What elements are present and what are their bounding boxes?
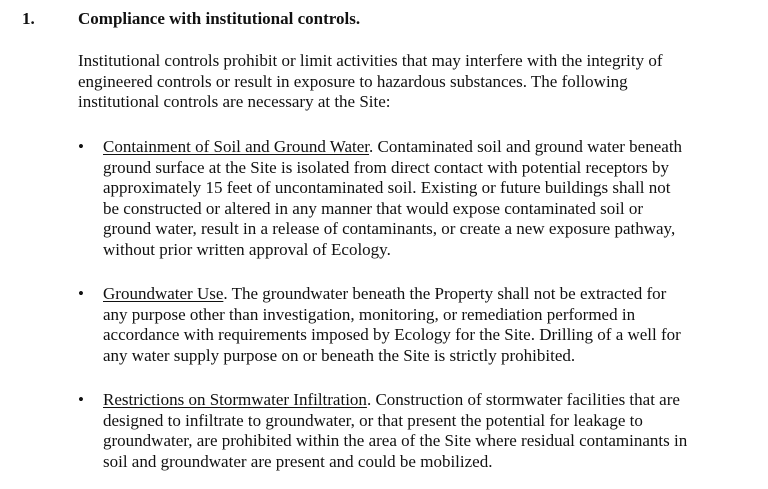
bullet-line: accordance with requirements imposed by Ecology for the Site. Drilling of a well for — [103, 325, 681, 344]
bullet-line: any purpose other than investigation, monitoring, or remediation performed in — [103, 304, 636, 324]
bullet-icon: • — [78, 137, 84, 156]
bullet-line: approximately 15 feet of uncontaminated soil. Existing or future buildings shall not — [103, 178, 671, 197]
bullet-text — [103, 137, 758, 260]
bullet-title: Restrictions on Stormwater Infiltration — [103, 390, 367, 409]
bullet-text — [103, 390, 758, 472]
bullet-first-line-rest: . Construction of stormwater facilities that are — [366, 390, 680, 409]
bullet-line: groundwater, are prohibited within the area of the Site where residual contaminants in — [103, 431, 688, 450]
bullet-line: ground water, result in a release of contaminants, or create a new exposure pathway, — [103, 219, 676, 238]
section-title: Compliance with institutional controls. — [78, 9, 361, 28]
bullet-title: Containment of Soil and Ground Water — [103, 137, 370, 156]
bullet-first-line-rest: . Contaminated soil and ground water beneath — [369, 137, 683, 156]
bullet-line: designed to infiltrate to groundwater, or that present the potential for leakage to — [103, 410, 643, 430]
bullet-first-line — [103, 137, 758, 158]
bullet-icon: • — [78, 390, 84, 409]
section-number: 1. — [22, 9, 35, 28]
bullet-line: any water supply purpose on or beneath the Site is strictly prohibited. — [103, 345, 576, 365]
intro-line: institutional controls are necessary at the Site: — [78, 92, 391, 111]
bullet-first-line — [103, 284, 758, 305]
bullet-line: soil and groundwater are present and could be mobilized. — [103, 451, 493, 471]
bullet-first-line-rest: . The groundwater beneath the Property shall not be extracted for — [223, 284, 667, 303]
intro-line: Institutional controls prohibit or limit activities that may interfere with the integrity of — [78, 51, 663, 70]
intro-paragraph — [78, 51, 738, 113]
bullet-first-line — [103, 390, 758, 411]
bullet-line: without prior written approval of Ecology. — [103, 239, 391, 259]
bullet-title: Groundwater Use — [103, 284, 224, 303]
bullet-line: be constructed or altered in any manner that would expose contaminated soil or — [103, 198, 644, 218]
intro-line: engineered controls or result in exposure to hazardous substances. The following — [78, 71, 628, 91]
bullet-text — [103, 284, 758, 366]
bullet-icon: • — [78, 284, 84, 303]
bullet-line: ground surface at the Site is isolated from direct contact with potential receptors by — [103, 157, 670, 177]
